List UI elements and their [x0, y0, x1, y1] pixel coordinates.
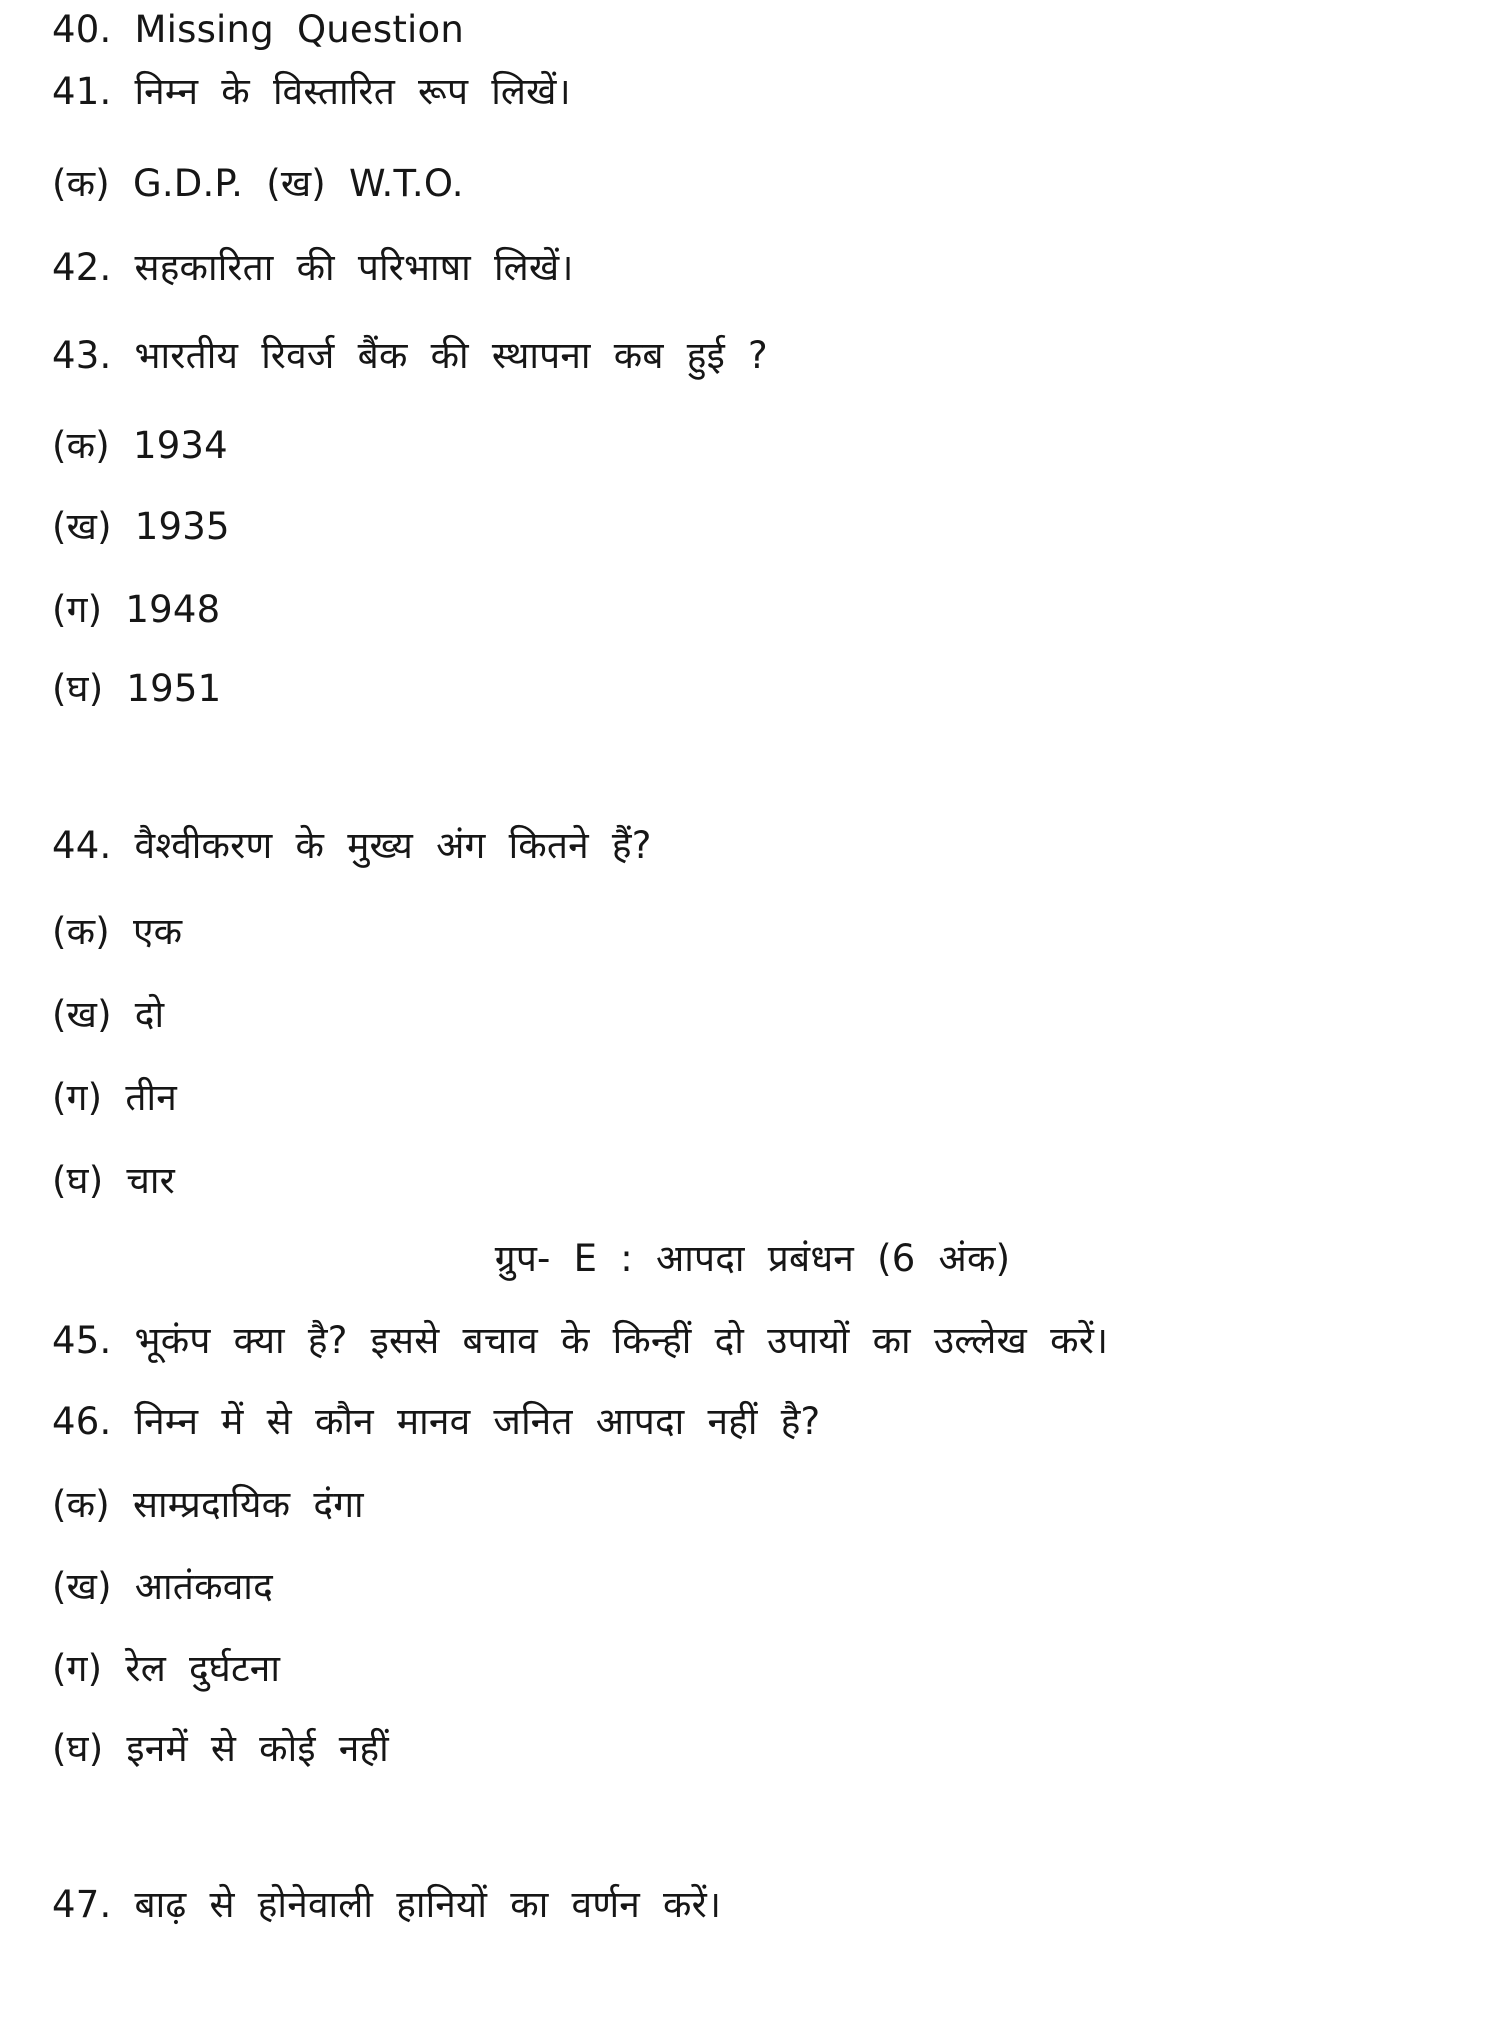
question-42: 42. सहकारिता की परिभाषा लिखें। [52, 246, 574, 289]
question-43: 43. भारतीय रिवर्ज बैंक की स्थापना कब हुई ? [52, 334, 768, 377]
question-44-option-b: (ख) दो [52, 993, 165, 1036]
question-46-option-a: (क) साम्प्रदायिक दंगा [52, 1483, 364, 1526]
section-heading-group-e: ग्रुप- E : आपदा प्रबंधन (6 अंक) [494, 1237, 1011, 1280]
question-43-option-b: (ख) 1935 [52, 505, 230, 548]
question-44-option-a: (क) एक [52, 910, 183, 953]
question-43-option-d: (घ) 1951 [52, 667, 222, 710]
question-46: 46. निम्न में से कौन मानव जनित आपदा नहीं है? [52, 1400, 821, 1443]
question-44-option-c: (ग) तीन [52, 1076, 177, 1119]
question-46-option-c: (ग) रेल दुर्घटना [52, 1647, 281, 1690]
question-47: 47. बाढ़ से होनेवाली हानियों का वर्णन करें। [52, 1883, 722, 1926]
question-45: 45. भूकंप क्या है? इससे बचाव के किन्हीं दो उपायों का उल्लेख करें। [52, 1319, 1109, 1362]
question-41-options: (क) G.D.P. (ख) W.T.O. [52, 162, 464, 205]
question-41: 41. निम्न के विस्तारित रूप लिखें। [52, 70, 571, 113]
question-44: 44. वैश्वीकरण के मुख्य अंग कितने हैं? [52, 824, 652, 867]
question-46-option-b: (ख) आतंकवाद [52, 1565, 273, 1608]
question-46-option-d: (घ) इनमें से कोई नहीं [52, 1727, 389, 1770]
question-40: 40. Missing Question [52, 8, 465, 51]
question-43-option-c: (ग) 1948 [52, 588, 221, 631]
question-44-option-d: (घ) चार [52, 1159, 176, 1202]
question-43-option-a: (क) 1934 [52, 424, 228, 467]
